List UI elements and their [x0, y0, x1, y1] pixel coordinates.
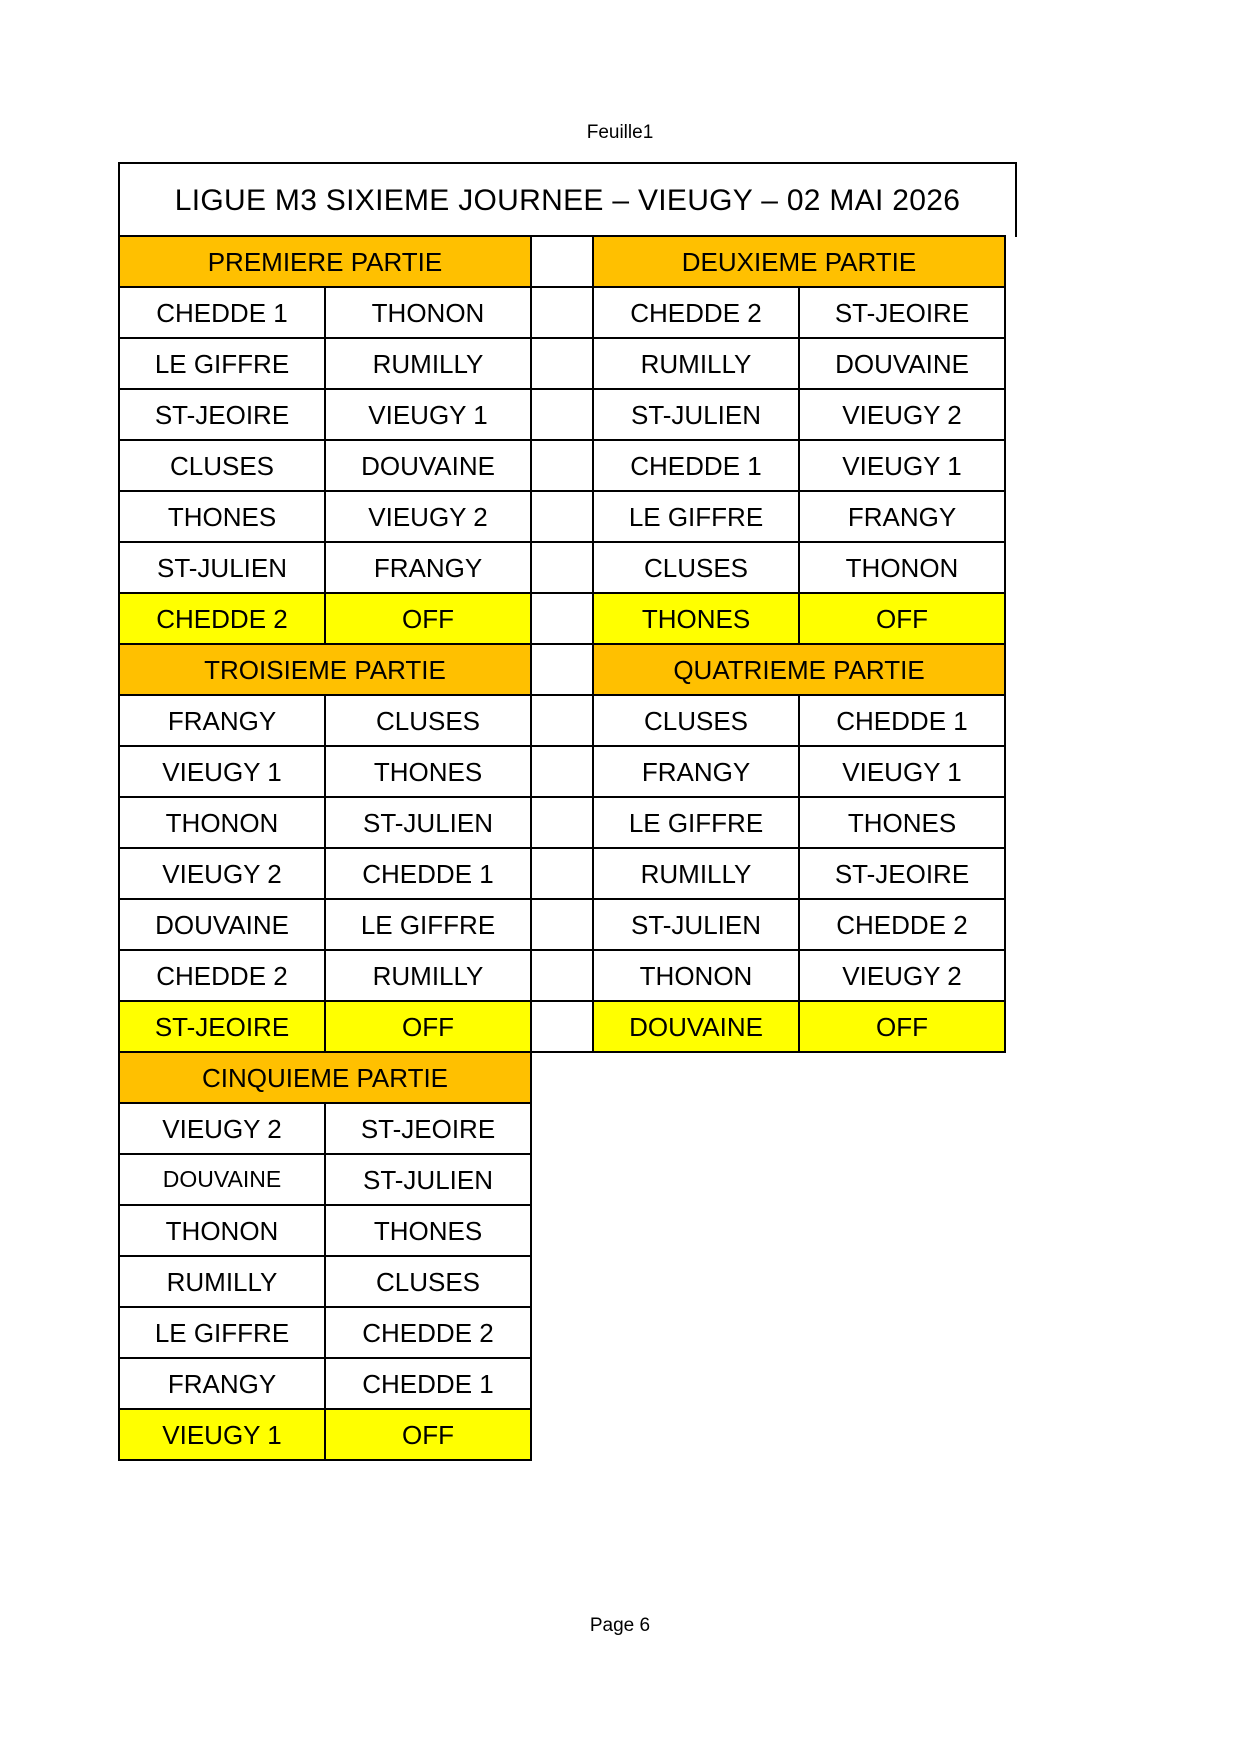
schedule-table: [118, 235, 1006, 1461]
team-cell: VIEUGY 1: [119, 746, 325, 797]
empty-cell: [531, 1205, 1005, 1256]
spacer-cell: [531, 491, 593, 542]
off-team-cell: THONES: [593, 593, 799, 644]
part-header: CINQUIEME PARTIE: [119, 1052, 531, 1103]
team-cell: FRANGY: [799, 491, 1005, 542]
team-cell: ST-JEOIRE: [325, 1103, 531, 1154]
match-row: [119, 338, 1005, 389]
match-row: [119, 1307, 1005, 1358]
team-cell: CLUSES: [325, 1256, 531, 1307]
off-row: [119, 593, 1005, 644]
spacer-cell: [531, 287, 593, 338]
match-row: [119, 542, 1005, 593]
team-cell: LE GIFFRE: [119, 338, 325, 389]
page-number: Page 6: [589, 1615, 651, 1636]
empty-cell: [531, 1154, 1005, 1205]
team-cell: ST-JULIEN: [593, 389, 799, 440]
team-cell: THONON: [325, 287, 531, 338]
off-team-cell: ST-JEOIRE: [119, 1001, 325, 1052]
team-cell: DOUVAINE: [119, 899, 325, 950]
part-header-row: [119, 236, 1005, 287]
team-cell: VIEUGY 1: [799, 746, 1005, 797]
team-cell: THONES: [799, 797, 1005, 848]
part-header-row: [119, 1052, 1005, 1103]
spacer-cell: [531, 746, 593, 797]
schedule-title: LIGUE M3 SIXIEME JOURNEE – VIEUGY – 02 MAI 2026: [118, 162, 1017, 237]
off-team-cell: CHEDDE 2: [119, 593, 325, 644]
team-cell: ST-JULIEN: [119, 542, 325, 593]
part-header: PREMIERE PARTIE: [119, 236, 531, 287]
team-cell: CHEDDE 1: [325, 1358, 531, 1409]
team-cell: CHEDDE 1: [119, 287, 325, 338]
team-cell: CLUSES: [325, 695, 531, 746]
team-cell: ST-JULIEN: [325, 797, 531, 848]
team-cell: THONON: [119, 797, 325, 848]
match-row: [119, 797, 1005, 848]
off-row: [119, 1001, 1005, 1052]
team-cell: CHEDDE 2: [593, 287, 799, 338]
team-cell: CLUSES: [119, 440, 325, 491]
spacer-cell: [531, 236, 593, 287]
match-row: [119, 389, 1005, 440]
off-label-cell: OFF: [325, 593, 531, 644]
part-header: DEUXIEME PARTIE: [593, 236, 1005, 287]
spacer-cell: [531, 440, 593, 491]
match-row: [119, 1205, 1005, 1256]
part-header: QUATRIEME PARTIE: [593, 644, 1005, 695]
team-cell: THONES: [119, 491, 325, 542]
spacer-cell: [531, 797, 593, 848]
team-cell: LE GIFFRE: [325, 899, 531, 950]
team-cell: CHEDDE 2: [325, 1307, 531, 1358]
team-cell: RUMILLY: [119, 1256, 325, 1307]
spacer-cell: [531, 644, 593, 695]
team-cell: THONON: [799, 542, 1005, 593]
team-cell: CHEDDE 1: [325, 848, 531, 899]
team-cell: DOUVAINE: [119, 1154, 325, 1205]
off-team-cell: VIEUGY 1: [119, 1409, 325, 1460]
off-team-cell: DOUVAINE: [593, 1001, 799, 1052]
match-row: [119, 695, 1005, 746]
team-cell: ST-JEOIRE: [119, 389, 325, 440]
match-row: [119, 1154, 1005, 1205]
spacer-cell: [531, 338, 593, 389]
team-cell: DOUVAINE: [799, 338, 1005, 389]
sheet-name: Feuille1: [586, 122, 654, 143]
team-cell: VIEUGY 1: [325, 389, 531, 440]
spacer-cell: [531, 593, 593, 644]
off-label-cell: OFF: [799, 1001, 1005, 1052]
off-label-cell: OFF: [325, 1409, 531, 1460]
match-row: [119, 440, 1005, 491]
match-row: [119, 1358, 1005, 1409]
empty-cell: [531, 1256, 1005, 1307]
team-cell: THONON: [119, 1205, 325, 1256]
team-cell: RUMILLY: [593, 848, 799, 899]
spacer-cell: [531, 695, 593, 746]
empty-cell: [531, 1307, 1005, 1358]
match-row: [119, 491, 1005, 542]
team-cell: THONES: [325, 746, 531, 797]
match-row: [119, 1256, 1005, 1307]
team-cell: CLUSES: [593, 542, 799, 593]
team-cell: ST-JULIEN: [325, 1154, 531, 1205]
match-row: [119, 746, 1005, 797]
team-cell: FRANGY: [119, 695, 325, 746]
team-cell: VIEUGY 2: [799, 389, 1005, 440]
team-cell: VIEUGY 2: [119, 1103, 325, 1154]
team-cell: CHEDDE 2: [799, 899, 1005, 950]
empty-cell: [531, 1409, 1005, 1460]
team-cell: CLUSES: [593, 695, 799, 746]
team-cell: DOUVAINE: [325, 440, 531, 491]
team-cell: RUMILLY: [593, 338, 799, 389]
match-row: [119, 848, 1005, 899]
empty-cell: [531, 1358, 1005, 1409]
team-cell: FRANGY: [593, 746, 799, 797]
team-cell: CHEDDE 1: [593, 440, 799, 491]
team-cell: VIEUGY 2: [325, 491, 531, 542]
team-cell: VIEUGY 1: [799, 440, 1005, 491]
match-row: [119, 287, 1005, 338]
empty-cell: [531, 1052, 1005, 1103]
team-cell: RUMILLY: [325, 950, 531, 1001]
team-cell: LE GIFFRE: [593, 491, 799, 542]
team-cell: RUMILLY: [325, 338, 531, 389]
spacer-cell: [531, 848, 593, 899]
off-row: [119, 1409, 1005, 1460]
off-label-cell: OFF: [799, 593, 1005, 644]
team-cell: LE GIFFRE: [119, 1307, 325, 1358]
team-cell: FRANGY: [325, 542, 531, 593]
match-row: [119, 1103, 1005, 1154]
team-cell: CHEDDE 2: [119, 950, 325, 1001]
spacer-cell: [531, 542, 593, 593]
team-cell: VIEUGY 2: [119, 848, 325, 899]
team-cell: FRANGY: [119, 1358, 325, 1409]
team-cell: CHEDDE 1: [799, 695, 1005, 746]
team-cell: ST-JEOIRE: [799, 287, 1005, 338]
match-row: [119, 950, 1005, 1001]
spacer-cell: [531, 389, 593, 440]
team-cell: THONON: [593, 950, 799, 1001]
empty-cell: [531, 1103, 1005, 1154]
part-header-row: [119, 644, 1005, 695]
team-cell: LE GIFFRE: [593, 797, 799, 848]
part-header: TROISIEME PARTIE: [119, 644, 531, 695]
spacer-cell: [531, 950, 593, 1001]
match-row: [119, 899, 1005, 950]
team-cell: ST-JEOIRE: [799, 848, 1005, 899]
team-cell: ST-JULIEN: [593, 899, 799, 950]
team-cell: VIEUGY 2: [799, 950, 1005, 1001]
spacer-cell: [531, 1001, 593, 1052]
team-cell: THONES: [325, 1205, 531, 1256]
spacer-cell: [531, 899, 593, 950]
off-label-cell: OFF: [325, 1001, 531, 1052]
